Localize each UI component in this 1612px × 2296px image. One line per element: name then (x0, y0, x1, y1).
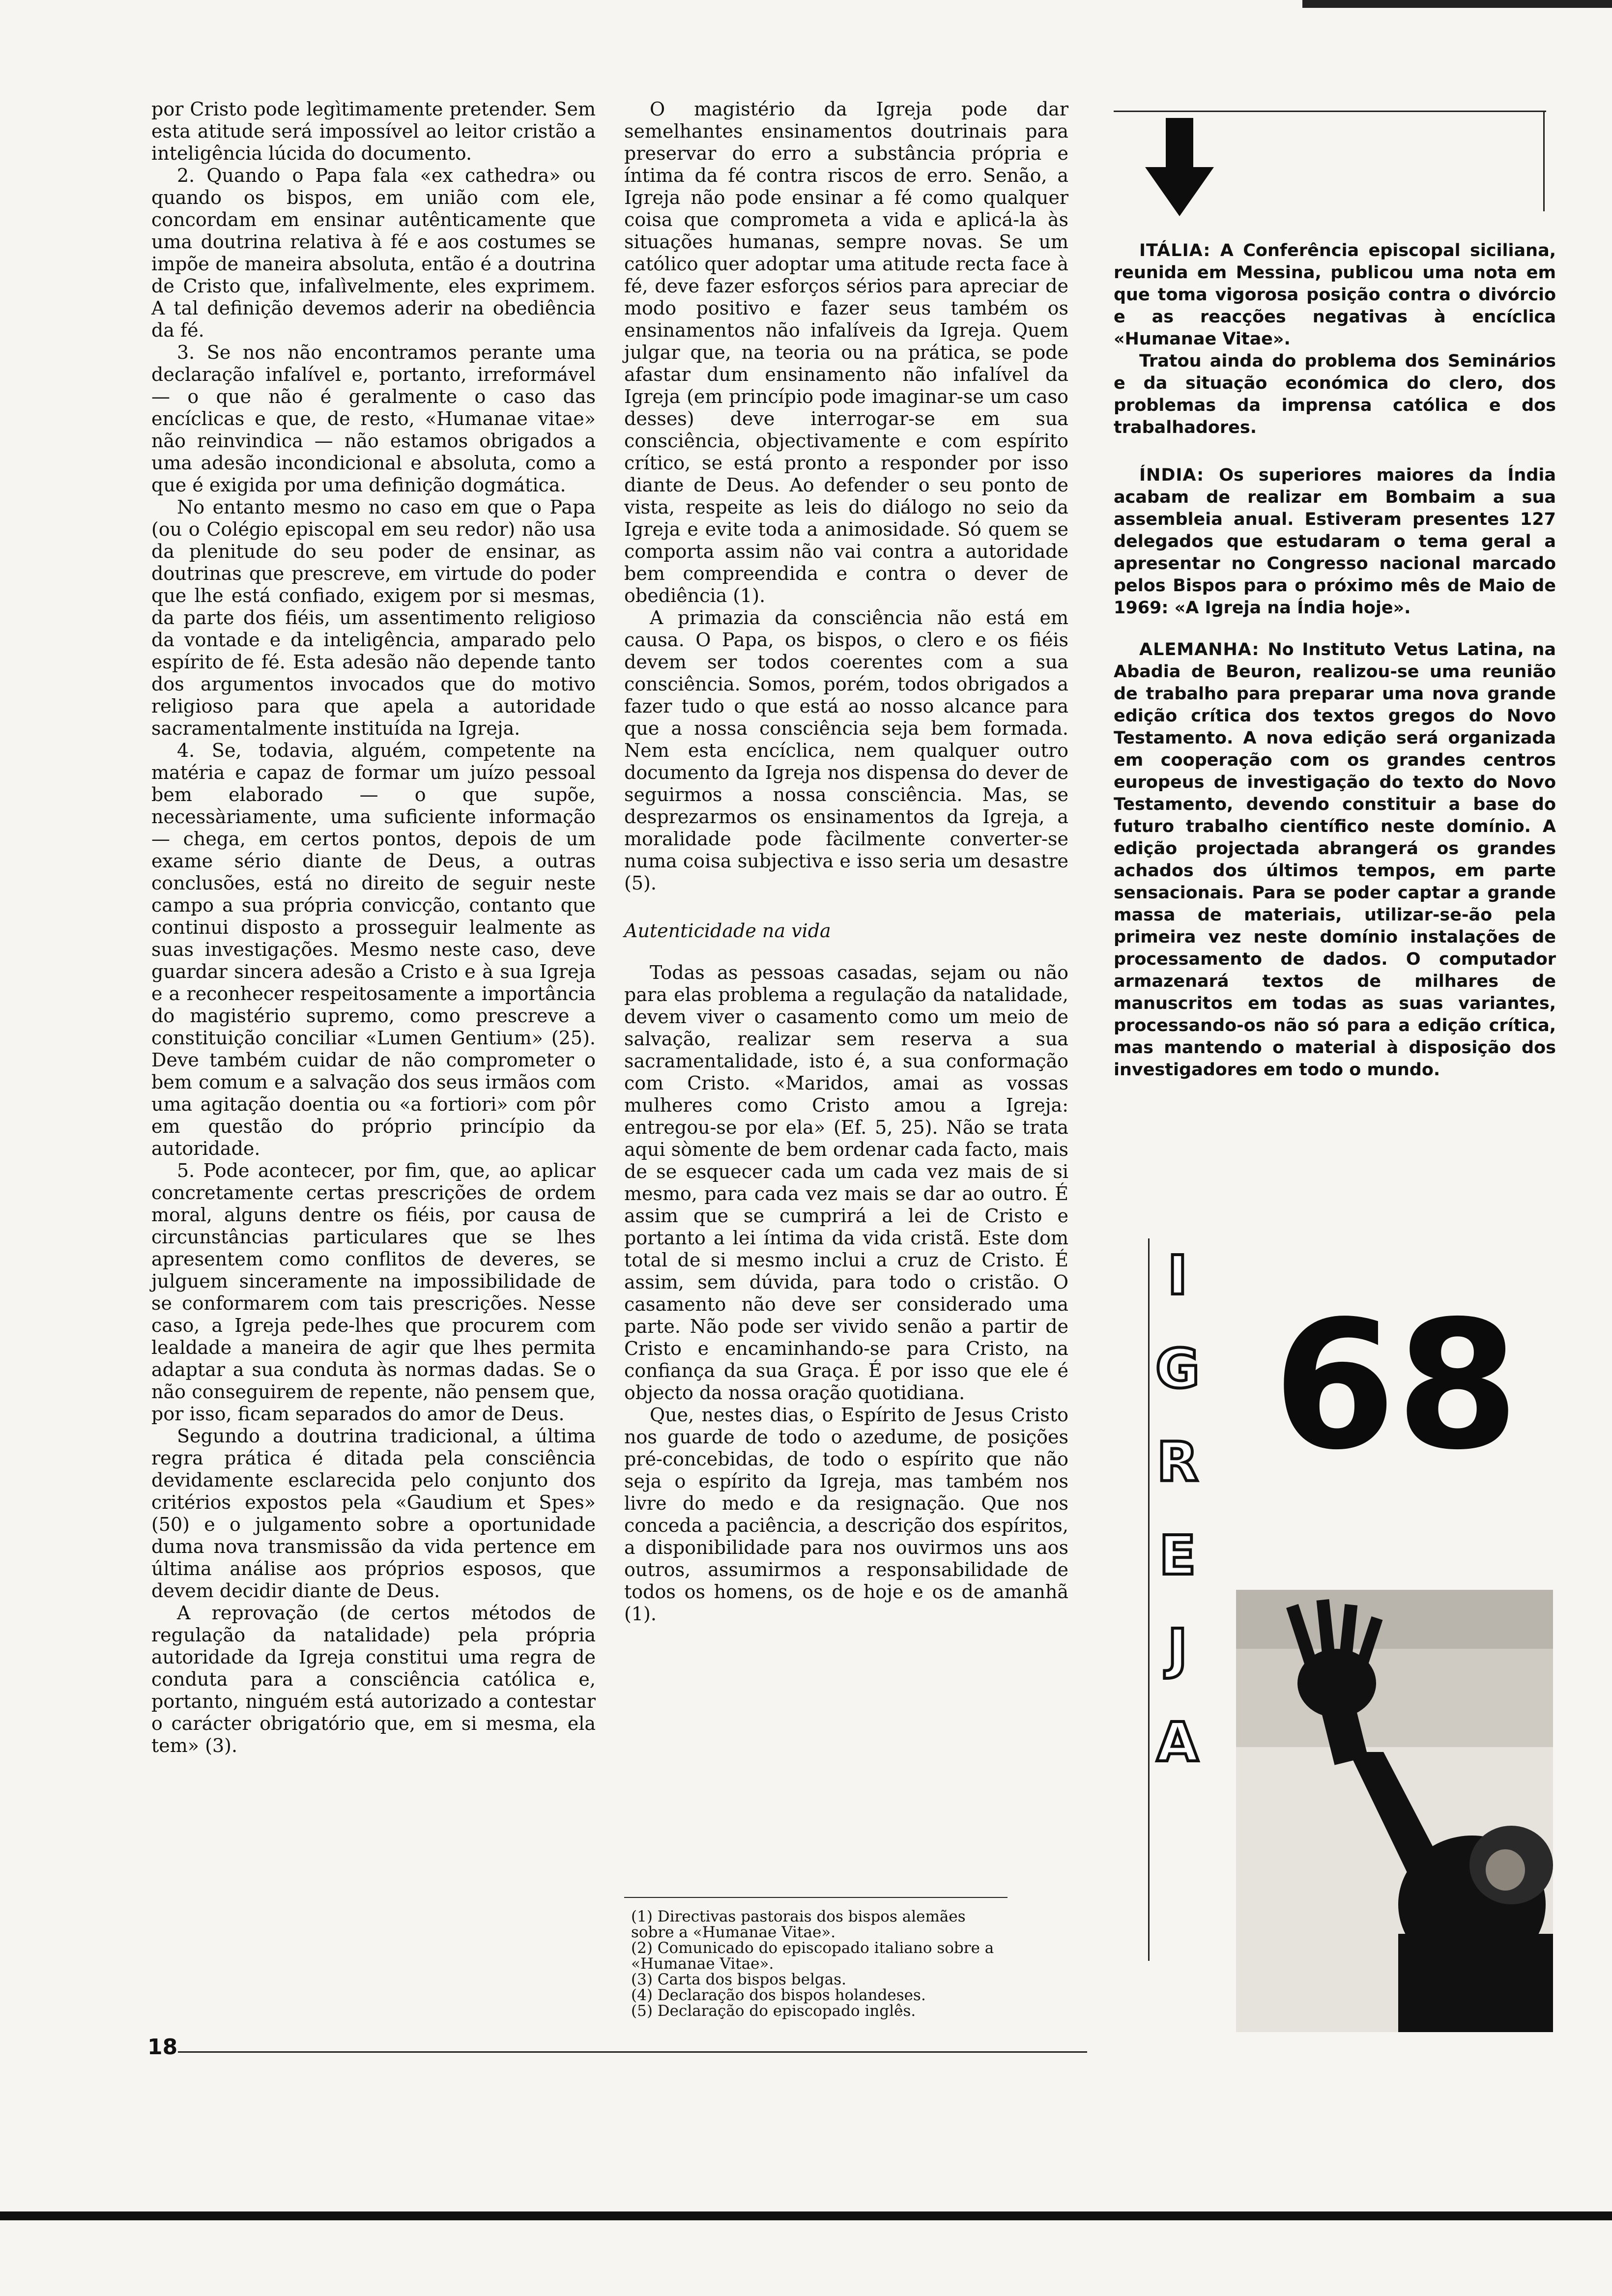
paragraph: Segundo a doutrina tradicional, a última regra prática é ditada pela consciência devidamente esclarecida pelo conjunto dos critérios expostos pela «Gaudium et Spes» (50) e o julgamento sobre a oportunidade duma nova transmissão da vida pertence em última análise aos próprios esposos, que devem decidir diante de Deus. (151, 1425, 596, 1602)
paragraph: No entanto mesmo no caso em que o Papa (ou o Colégio episcopal em seu redor) não usa da plenitude do seu poder de ensinar, as doutrinas que prescreve, em virtude do poder que lhe está confiado, exigem por si mesmas, da parte dos fiéis, um assentimento religioso da vontade e da inteligência, amparado pelo espírito de fé. Esta adesão não depende tanto dos argumentos invocados que do motivo religioso para que apela a autoridade sacramentalmente instituída na Igreja. (151, 496, 596, 739)
raised-hand-photo (1236, 1590, 1553, 2032)
paragraph: por Cristo pode legìtimamente pretender. Sem esta atitude será impossível ao leitor cristão a inteligência lúcida do documento. (151, 98, 596, 164)
paragraph: A reprovação (de certos métodos de regulação da natalidade) pela própria autoridade da Igreja constitui uma regra de conduta para a consciência católica e, portanto, ninguém está autorizado a contestar o carácter obrigatório que, em si mesma, ela tem» (3). (151, 1602, 596, 1756)
footnotes (624, 1897, 1008, 2019)
year-number: 68 (1273, 1283, 1519, 1489)
paragraph: Que, nestes dias, o Espírito de Jesus Cristo nos guarde de todo o azedume, de posições pré-concebidas, de todo o espírito que não seja o espírito da Igreja, mas também nos livre do medo e da resignação. Que nos conceda a paciência, a descrição dos espíritos, a disponibilidade para nos ouvirmos uns aos outros, assumirmos a responsabilidade de todos os homens, os de hoje e os de amanhã (1). (624, 1404, 1068, 1625)
title-letter: R (1156, 1431, 1199, 1493)
footnote: (3) Carta dos bispos belgas. (631, 1971, 846, 1988)
title-letter: A (1156, 1711, 1199, 1774)
scan-edge-mark (1302, 0, 1612, 8)
paragraph: O magistério da Igreja pode dar semelhantes ensinamentos doutrinais para preservar do erro a substância própria e íntima da fé contra riscos de erro. Senão, a Igreja não pode ensinar a fé como qualquer coisa que comprometa a vida e aplicá-la às situações humanas, sempre novas. Se um católico quer adoptar uma atitude recta face à fé, deve fazer esforços sérios para apreciar de modo positivo e fazer seus também os ensinamentos não infalíveis da Igreja. Quem julgar que, na teoria ou na prática, se pode afastar dum ensinamento não infalível da Igreja (em princípio pode imaginar-se um caso desses) deve interrogar-se em sua consciência, objectivamente e com espírito crítico, se está pronto a responder por isso diante de Deus. Ao defender o seu ponto de vista, respeite as leis do diálogo no seio da Igreja e evite toda a animosidade. Só quem se comporta assim não vai contra a autoridade bem compreendida e contra o dever de obediência (1). (624, 98, 1068, 606)
news-country: ITÁLIA: (1139, 241, 1211, 260)
news-text: Os superiores maiores da Índia acabam de realizar em Bombaim a sua assembleia anual. Estiveram presentes 127 delegados que estudaram o tema geral a apresentar no Congresso nacional marcado pelos Bispos para o próximo mês de Maio de 1969: «A Igreja na Índia hoje». (1114, 465, 1556, 618)
news-item-italia (1114, 240, 1556, 350)
news-item-alemanha (1114, 639, 1556, 1081)
paragraph: A primazia da consciência não está em causa. O Papa, os bispos, o clero e os fiéis devem ser todos coerentes com a sua consciência. Somos, porém, todos obrigados a fazer tudo o que está ao nosso alcance para que a nossa consciência seja bem formada. Nem esta encíclica, nem qualquer outro documento da Igreja nos dispensa do dever de seguirmos a nossa consciência. Mas, se desprezarmos os ensinamentos da Igreja, a moralidade pode fàcilmente converter-se numa coisa subjectiva e isso seria um desastre (5). (624, 607, 1068, 894)
title-letter: J (1167, 1617, 1188, 1680)
article-column-2 (624, 98, 1068, 1625)
section-subheading: Autenticidade na vida (624, 920, 831, 942)
news-column (1114, 240, 1556, 1101)
paragraph: 4. Se, todavia, alguém, competente na matéria e capaz de formar um juízo pessoal bem elaborado — o que supõe, necessàriamente, uma suficiente informação — chega, em certos pontos, depois de um exame sério diante de Deus, a outras conclusões, está no direito de seguir neste campo a sua própria convicção, contanto que continui disposto a prosseguir lealmente as suas investigações. Mesmo neste caso, deve guardar sincera adesão a Cristo e à sua Igreja e a reconhecer respeitosamente a importância do magistério supremo, como prescreve a constituição conciliar «Lumen Gentium» (25). Deve também cuidar de não comprometer o bem comum e a salvação dos seus irmãos com uma agitação doentia ou «a fortiori» com pôr em questão do próprio princípio da autoridade. (151, 740, 596, 1159)
igreja-vertical-title (1148, 1238, 1207, 1961)
footnote: (2) Comunicado do episcopado italiano sobre a «Humanae Vitae». (631, 1939, 994, 1973)
footnote: (5) Declaração do episcopado inglês. (631, 2002, 916, 2020)
page-number-rule (178, 2051, 1087, 2053)
news-text: A Conferência episcopal siciliana, reunida em Messina, publicou uma nota em que toma vigorosa posição contra o divórcio e as reacções negativas à encíclica «Humanae Vitae». (1114, 241, 1556, 349)
title-letter: E (1159, 1524, 1196, 1587)
news-item-india (1114, 464, 1556, 619)
footnote: (1) Directivas pastorais dos bispos alemães sobre a «Humanae Vitae». (631, 1908, 966, 1941)
article-column-1 (151, 98, 596, 1757)
news-country: ÍNDIA: (1139, 465, 1205, 485)
page-number: 18 (147, 2035, 178, 2060)
paragraph: 5. Pode acontecer, por fim, que, ao aplicar concretamente certas prescrições de ordem moral, alguns dentre os fiéis, por causa de circunstâncias particulares que se lhes apresentem como conflitos de deveres, se julguem sinceramente na impossibilidade de se conformarem com tais prescrições. Nesse caso, a Igreja pede-lhes que procurem com lealdade a maneira de agir que lhes permita adaptar a sua conduta às normas dadas. Se o não conseguirem de repente, não pensem que, por isso, ficam separados do amor de Deus. (151, 1160, 596, 1425)
news-item-italia-cont: Tratou ainda do problema dos Seminários e da situação económica do clero, dos problemas da imprensa católica e dos trabalhadores. (1114, 351, 1556, 437)
bottom-border (0, 2211, 1612, 2220)
footnote: (4) Declaração dos bispos holandeses. (631, 1986, 926, 2004)
paragraph: Todas as pessoas casadas, sejam ou não para elas problema a regulação da natalidade, devem viver o casamento como um meio de salvação, realizar sem reserva a sua sacramentalidade, isto é, a sua conformação com Cristo. «Maridos, amai as vossas mulheres como Cristo amou a Igreja: entregou-se por ela» (Ef. 5, 25). Não se trata aqui sòmente de bem ordenar cada facto, mais de se esquecer cada um cada vez mais de si mesmo, para cada vez mais se dar ao outro. É assim que se cumprirá a lei de Cristo e portanto a lei íntima da vida cristã. Este dom total de si mesmo inclui a cruz de Cristo. É assim, sem dúvida, para todo o cristão. O casamento não deve ser considerado uma parte. Não pode ser vivido senão a partir de Cristo e encaminhando-se para Cristo, na confiança da sua Graça. É por isso que ele é objecto da nossa oração quotidiana. (624, 962, 1068, 1404)
arrow-down-icon (1145, 118, 1214, 216)
news-box-right-rule (1543, 111, 1545, 211)
title-letter: G (1155, 1337, 1200, 1400)
news-text: No Instituto Vetus Latina, na Abadia de Beuron, realizou-se uma reunião de trabalho para preparar uma nova grande edição crítica dos textos gregos do Novo Testamento. A nova edição será organizada em cooperação com os grandes centros europeus de investigação do texto do Novo Testamento, devendo constituir a base do futuro trabalho científico neste domínio. A edição projectada abrangerá os grandes achados dos últimos tempos, em parte sensacionais. Para se poder captar a grande massa de materiais, utilizar-se-ão pela primeira vez neste domínio instalações de processamento de dados. O computador armazenará textos de milhares de manuscritos em todas as suas variantes, processando-os não só para a edição crítica, mas mantendo o material à disposição dos investigadores em todo o mundo. (1114, 640, 1556, 1080)
news-box-top-rule (1114, 111, 1546, 112)
paragraph: 3. Se nos não encontramos perante uma declaração infalível e, portanto, irreformável — o que não é geralmente o caso das encíclicas e que, de resto, «Humanae vitae» não reinvindica — não estamos obrigados a uma adesão incondicional e absoluta, como a que é exigida por uma definição dogmática. (151, 342, 596, 496)
news-country: ALEMANHA: (1139, 640, 1260, 660)
title-letter: I (1167, 1244, 1188, 1307)
paragraph: 2. Quando o Papa fala «ex cathedra» ou quando os bispos, em união com ele, concordam em ensinar autênticamente que uma doutrina relativa à fé e aos costumes se impõe de maneira absoluta, então é a doutrina de Cristo que, infalìvelmente, eles exprimem. A tal definição devemos aderir na obediência da fé. (151, 165, 596, 341)
